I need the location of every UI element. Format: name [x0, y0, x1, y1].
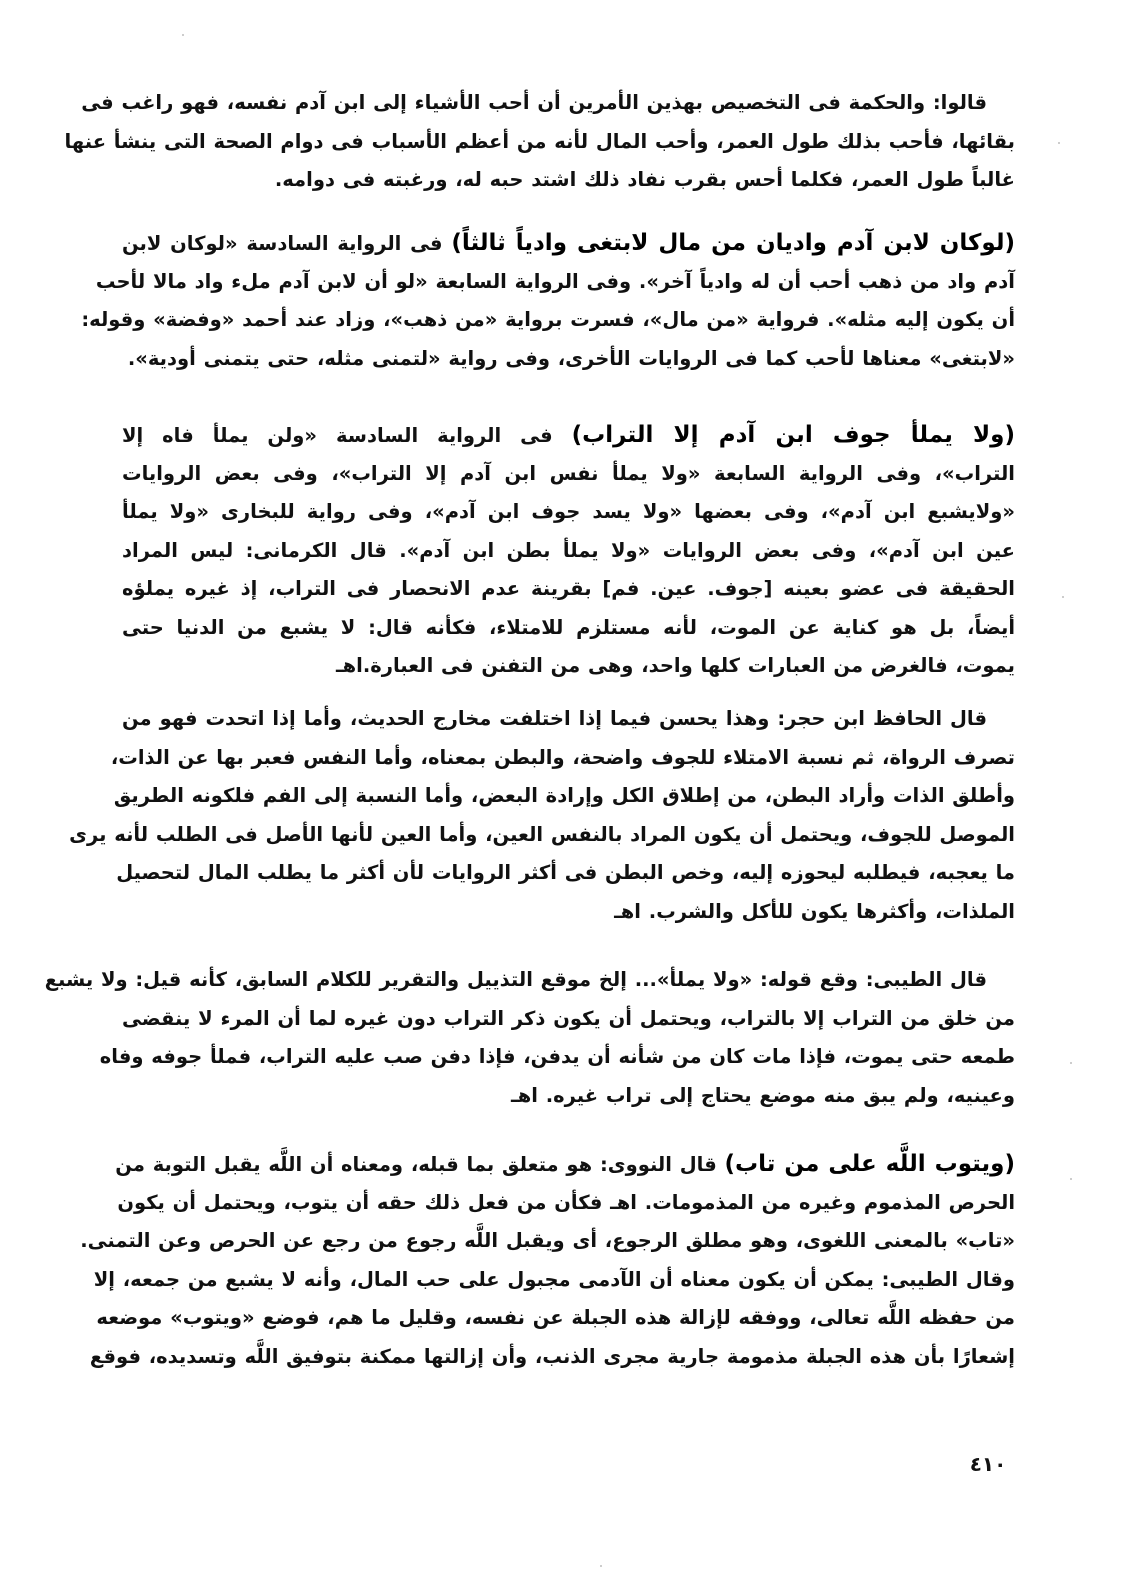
- text-line: الملذات، وأكثرها يكون للأكل والشرب. اهـ: [614, 899, 1015, 923]
- lemma-continuation: فى الرواية السادسة «ولن يملأ فاه إلا: [122, 424, 553, 447]
- text-line: «لابتغى» معناها لأحب كما فى الروايات الأخرى، وفى رواية «لتمنى مثله، حتى يتمنى أودية».: [127, 346, 1015, 370]
- paragraph-two-valleys: [81, 224, 1015, 378]
- scan-speck: [1070, 1062, 1072, 1064]
- scan-speck: [182, 34, 184, 36]
- text-line: الحقيقة فى عضو بعينه [جوف. عين. فم] بقرينة عدم الانحصار فى التراب، إذ غيره يملؤه: [122, 577, 1015, 600]
- scan-speck: [600, 1565, 602, 1567]
- text-line: التراب»، وفى الرواية السابعة «ولا يملأ نفس ابن آدم إلا التراب»، وفى بعض الروايات: [122, 461, 1015, 485]
- text-line: [115, 1145, 1015, 1184]
- text-line: وأطلق الذات وأراد البطن، من إطلاق الكل وإرادة البعض، وأما النسبة إلى الفم فلكونه الطريق: [113, 784, 1015, 807]
- text-line: أن يكون إليه مثله». فرواية «من مال»، فسرت برواية «من ذهب»، وزاد عند أحمد «وفضة» وقوله:: [81, 308, 1015, 331]
- lemma-continuation: قال النووى: هو متعلق بما قبله، ومعناه أن اللَّه يقبل التوبة من: [115, 1153, 717, 1176]
- text-line: بقائها، فأحب بذلك طول العمر، وأحب المال لأنه من أعظم الأسباب فى دوام الصحة التى ينشأ عنها: [64, 129, 1015, 153]
- text-line: [122, 224, 1015, 263]
- paragraph-ibn-hajar: [69, 700, 1015, 931]
- text-line: «تاب» بالمعنى اللغوى، وهو مطلق الرجوع، أى ويقبل اللَّه رجوع من رجع عن الحرص وعن التمنى.: [80, 1229, 1015, 1252]
- scan-speck: [1062, 596, 1064, 598]
- text-line: قال الحافظ ابن حجر: وهذا يحسن فيما إذا اختلفت مخارج الحديث، وأما إذا اتحدت فهو من: [122, 707, 987, 730]
- text-line: من حفظه اللَّه تعالى، ووفقه لإزالة هذه الجبلة عن نفسه، وقليل ما هم، فوضع «ويتوب» موضعه: [96, 1306, 1015, 1329]
- text-line: [122, 416, 1015, 455]
- text-line: تصرف الرواة، ثم نسبة الامتلاء للجوف واضحة، والبطن بمعناه، وأما النفس فعبر بها عن الذات،: [110, 745, 1015, 769]
- scan-speck: [1058, 142, 1060, 144]
- text-line: آدم واد من ذهب أحب أن له وادياً آخر». وفى الرواية السابعة «لو أن لابن آدم ملء واد مالا لأحب: [95, 269, 1015, 293]
- text-line: ما يعجبه، فيطلبه ليحوزه إليه، وخص البطن فى أكثر الروايات لأن أكثر ما يطلب المال لتحصيل: [116, 861, 1015, 884]
- hadith-lemma-heading: (ولا يملأ جوف ابن آدم إلا التراب): [571, 422, 1015, 448]
- text-line: قال الطيبى: وقع قوله: «ولا يملأ»... إلخ موقع التذييل والتقرير للكلام السابق، كأنه قيل: ولا يشبع: [44, 968, 987, 991]
- paragraph-allah-accepts-repentance: [80, 1145, 1015, 1376]
- text-line: غالباً طول العمر، فكلما أحس بقرب نفاد ذلك اشتد حبه له، ورغبته فى دوامه.: [274, 168, 1015, 191]
- paragraph-wisdom-of-two-things: [64, 84, 1015, 200]
- text-line: وقال الطيبى: يمكن أن يكون معناه أن الآدمى مجبول على حب المال، وأنه لا يشبع من جمعه، إلا: [93, 1267, 1015, 1291]
- text-line: الموصل للجوف، ويحتمل أن يكون المراد بالنفس العين، وأما العين لأنها الأصل فى الطلب لأنه يرى: [69, 822, 1015, 846]
- text-line: من خلق من التراب إلا بالتراب، ويحتمل أن يكون ذكر التراب دون غيره لما أن المرء لا ينقضى: [122, 1006, 1015, 1030]
- text-line: الحرص المذموم وغيره من المذمومات. اهـ فكأن من فعل ذلك حقه أن يتوب، ويحتمل أن يكون: [117, 1190, 1015, 1214]
- text-line: قالوا: والحكمة فى التخصيص بهذين الأمرين أن أحب الأشياء إلى ابن آدم نفسه، فهو راغب فى: [81, 91, 987, 114]
- text-line: أيضاً، بل هو كناية عن الموت، لأنه مستلزم للامتلاء، فكأنه قال: لا يشبع من الدنيا حتى: [122, 615, 1015, 639]
- text-line: طمعه حتى يموت، فإذا مات كان من شأنه أن يدفن، فإذا دفن صب عليه التراب، فملأ جوفه وفاه: [99, 1045, 1015, 1068]
- text-line: عين ابن آدم»، وفى بعض الروايات «ولا يملأ بطن ابن آدم». قال الكرمانى: ليس المراد: [122, 538, 1015, 562]
- text-line: يموت، فالغرض من العبارات كلها واحد، وهى من التفنن فى العبارة.اهـ: [335, 654, 1015, 677]
- text-line: «ولايشبع ابن آدم»، وفى بعضها «ولا يسد جوف ابن آدم»، وفى رواية للبخارى «ولا يملأ: [122, 500, 1015, 523]
- text-line: وعينيه، ولم يبق منه موضع يحتاج إلى تراب غيره. اهـ: [511, 1083, 1015, 1107]
- paragraph-tibi: [44, 961, 1015, 1115]
- hadith-lemma-heading: (ويتوب اللَّه على من تاب): [724, 1151, 1015, 1177]
- paragraph-belly-filled-with-dust: [122, 416, 1015, 686]
- lemma-continuation: فى الرواية السادسة «لوكان لابن: [122, 232, 443, 255]
- hadith-lemma-heading: (لوكان لابن آدم واديان من مال لابتغى وادياً ثالثاً): [451, 230, 1015, 256]
- text-line: إشعارًا بأن هذه الجبلة مذمومة جارية مجرى الذنب، وأن إزالتها ممكنة بتوفيق اللَّه وتسديده، فوقع: [89, 1344, 1015, 1368]
- scan-speck: [1070, 1178, 1072, 1180]
- page-number: ٤١٠: [969, 1452, 1007, 1476]
